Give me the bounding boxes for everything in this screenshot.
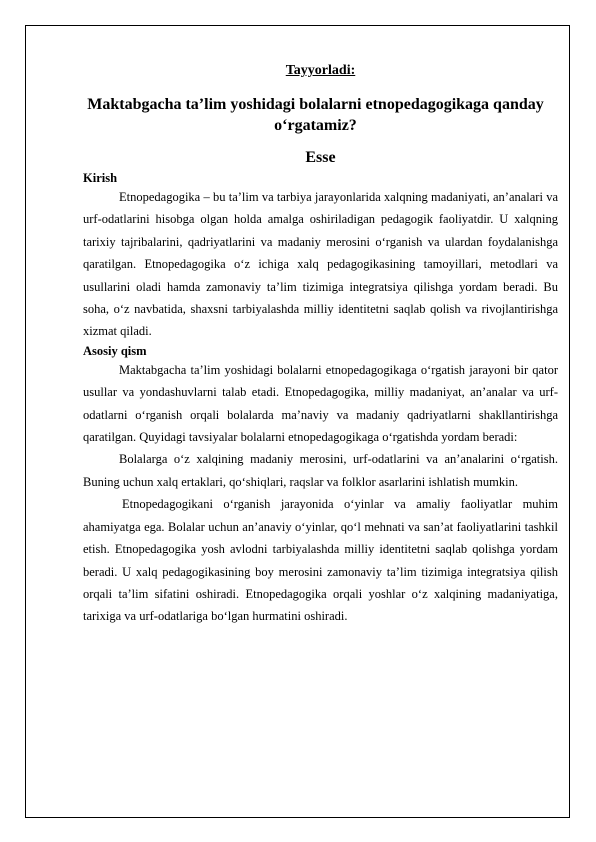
paragraph: Maktabgacha ta’lim yoshidagi bolalarni etnopedagogikaga o‘rgatish jarayoni bir qator usullar va yondashuvlarni talab etadi. Etnopedagogika, milliy madaniyat, an’analar va urf-odatlarni o‘rganish orqali bolalarda ma’naviy va madaniy qadriyatlarni shakllantirishga qaratilgan. Quyidagi tavsiyalar bolalarni etnopedagogikaga o‘rgatishda yordam beradi: [83,362,558,445]
paragraph: Etnopedagogikani o‘rganish jarayonida o‘yinlar va amaliy faoliyatlar muhim ahamiyatga ega. Bolalar uchun an’anaviy o‘yinlar, qo‘l mehnati va san’at faoliyatlarini tashkil etish. Etnopedagogika yosh avlodni tarbiyalashda milliy identitetni saqlab qolishga yordam beradi. U xalq pedagogikasining boy merosini zamonaviy ta’lim tizimiga integratsiya qilish orqali ta’lim sifatini oshiradi. Etnopedagogika orqali yoshlar o‘z xalqining madaniyatiga, tarixiga va urf-odatlariga bo‘lgan hurmatini oshiradi. [83,497,558,624]
section-heading-introduction: Kirish [83,171,118,185]
section-heading-main: Asosiy qism [83,343,147,358]
genre-label: Esse [305,149,336,166]
prepared-by-label: Tayyorladi: [285,63,356,78]
document-title: Maktabgacha ta’lim yoshidagi bolalarni etnopedagogikaga qanday o‘rgatamiz? [87,96,544,134]
paragraph: Bolalarga o‘z xalqining madaniy merosini, urf-odatlarini va an’analarini o‘rgatish. Buning uchun xalq ertaklari, qo‘shiqlari, raqslar va folklor asarlarini ishlatish mumkin. [83,452,558,489]
document-body [83,62,558,628]
paragraph: Etnopedagogika – bu ta’lim va tarbiya jarayonlarida xalqning madaniyati, an’analari va urf-odatlarini hisobga olgan holda amalga oshiriladigan pedagogik faoliyatdir. U xalqning tarixiy tajribalarini, qadriyatlarini va madaniy merosini o‘rganish va ulardan foydalanishga qaratilgan. Etnopedagogika o‘z ichiga xalq pedagogikasining tamoyillari, metodlari va usullarini oladi hamda zamonaviy ta’lim tizimiga integratsiya qilishga yordam beradi. Bu soha, o‘z navbatida, shaxsni tarbiyalashda milliy identitetni saqlab qolish va rivojlantirishga xizmat qiladi. [83,190,558,339]
